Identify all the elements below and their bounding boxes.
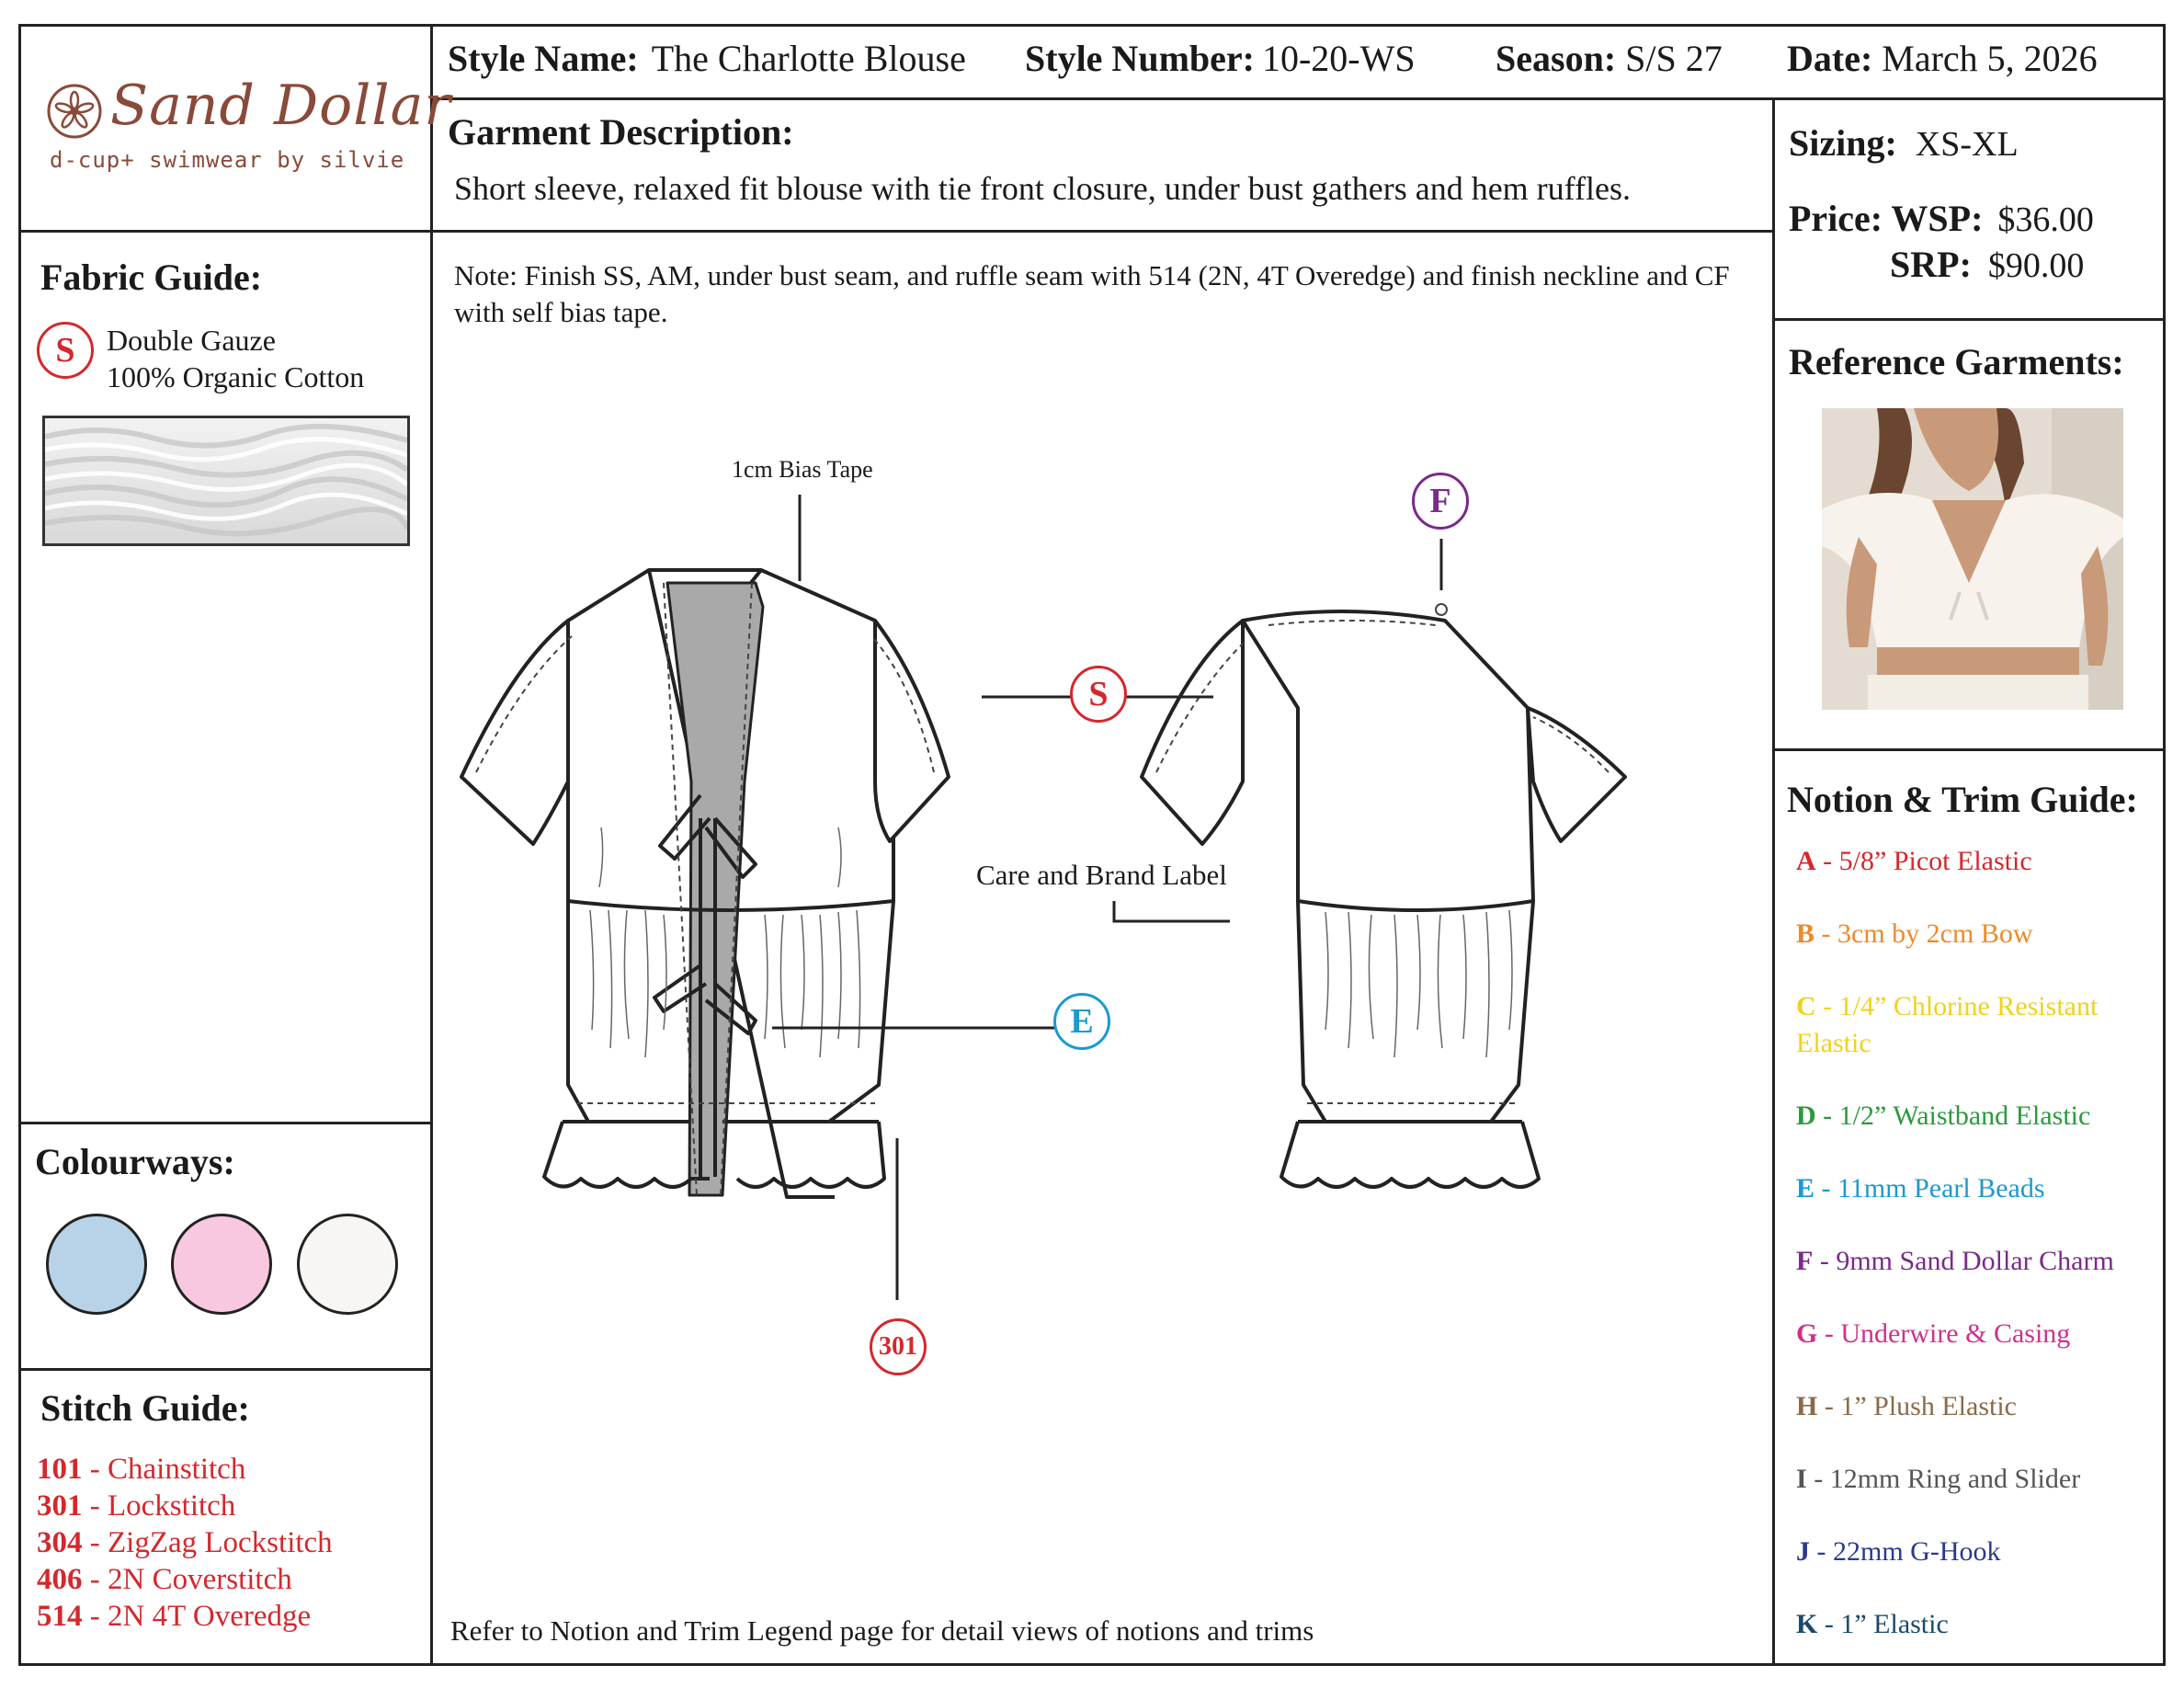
- style-number-label: Style Number:: [1025, 38, 1255, 79]
- fabric-callout-badge: S: [1070, 666, 1127, 723]
- style-name-value: The Charlotte Blouse: [651, 38, 966, 79]
- sand-dollar-charm-icon: [1436, 604, 1447, 615]
- colourways-title: Colourways:: [35, 1141, 235, 1182]
- price-srp-label: SRP:: [1890, 244, 1972, 285]
- stitch-guide-title: Stitch Guide:: [40, 1387, 250, 1429]
- gauze-texture-icon: [45, 418, 407, 543]
- colourway-swatch-2: [171, 1214, 272, 1315]
- date-value: March 5, 2026: [1882, 38, 2098, 79]
- divider-price: [1772, 318, 2166, 321]
- style-number-value: 10-20-WS: [1261, 38, 1416, 79]
- brand-logo: [37, 70, 452, 180]
- divider-fabric: [18, 1122, 432, 1124]
- fabric-badge: S: [37, 322, 94, 379]
- bias-tape-callout: 1cm Bias Tape: [732, 456, 873, 483]
- model-photo-icon: [1822, 408, 2123, 710]
- notion-trim-guide-title: Notion & Trim Guide:: [1787, 779, 2138, 820]
- stitch-item: 304 - ZigZag Lockstitch: [37, 1526, 333, 1559]
- date-label: Date:: [1787, 38, 1873, 79]
- fabric-composition: 100% Organic Cotton: [107, 360, 365, 393]
- trim-item-continued: Elastic: [1796, 1028, 1871, 1058]
- trim-item: E - 11mm Pearl Beads: [1796, 1173, 2045, 1203]
- style-name-field: [448, 37, 966, 80]
- fabric-swatch-image: [42, 416, 410, 546]
- sizing-label: Sizing:: [1789, 122, 1897, 164]
- trim-item: J - 22mm G-Hook: [1796, 1536, 2001, 1567]
- back-right-sleeve: [1528, 708, 1625, 841]
- stitch-item: 101 - Chainstitch: [37, 1453, 246, 1486]
- price-wsp-label: Price: WSP:: [1789, 198, 1984, 239]
- trim-item: G - Underwire & Casing: [1796, 1318, 2071, 1349]
- front-right-sleeve: [875, 621, 949, 841]
- stitch-guide-list: [37, 1451, 333, 1635]
- trim-item: H - 1” Plush Elastic: [1796, 1391, 2017, 1421]
- back-bodice-outline: [1243, 611, 1533, 1122]
- trim-item: D - 1/2” Waistband Elastic: [1796, 1101, 2091, 1131]
- trim-legend-reference-note: Refer to Notion and Trim Legend page for detail views of notions and trims: [450, 1614, 1314, 1647]
- stitch-item: 406 - 2N Coverstitch: [37, 1563, 292, 1596]
- stitch-callout-badge: 301: [870, 1318, 927, 1375]
- fabric-name: Double Gauze: [107, 324, 276, 357]
- back-left-sleeve: [1142, 621, 1243, 844]
- sand-dollar-icon: [40, 77, 108, 145]
- reference-garments-title: Reference Garments:: [1789, 341, 2124, 382]
- garment-description-title: Garment Description:: [448, 111, 794, 153]
- garment-description-text: Short sleeve, relaxed fit blouse with tie front closure, under bust gathers and hem ruffles.: [454, 170, 1631, 207]
- divider-header: [430, 97, 2166, 100]
- style-name-label: Style Name:: [448, 38, 639, 79]
- stitch-item: 514 - 2N 4T Overedge: [37, 1600, 312, 1633]
- pearl-callout-badge: E: [1053, 993, 1110, 1050]
- divider-left-column: [430, 24, 433, 1666]
- price-srp-value: $90.00: [1987, 246, 2085, 285]
- date-field: [1787, 37, 2098, 80]
- brand-name: Sand Dollar: [110, 74, 452, 138]
- back-hem-ruffle: [1281, 1122, 1539, 1187]
- style-number-field: [1025, 37, 1416, 80]
- divider-logo: [18, 230, 432, 233]
- price-wsp-field: [1789, 197, 2094, 240]
- charm-callout-badge: F: [1412, 473, 1469, 530]
- divider-right-column: [1772, 99, 1775, 1666]
- divider-description: [430, 230, 1774, 233]
- divider-reference: [1772, 748, 2166, 751]
- colourway-swatch-1: [46, 1214, 147, 1315]
- trim-item: A - 5/8” Picot Elastic: [1796, 846, 2032, 876]
- stitch-item: 301 - Lockstitch: [37, 1489, 236, 1523]
- trim-item: C - 1/4” Chlorine Resistant: [1796, 991, 2099, 1021]
- brand-tagline: d-cup+ swimwear by silvie: [50, 147, 405, 173]
- season-label: Season:: [1496, 38, 1617, 79]
- construction-note: Note: Finish SS, AM, under bust seam, and ruffle seam with 514 (2N, 4T Overedge) and finish neckline and CF with self bias tape.: [454, 259, 1730, 328]
- price-wsp-value: $36.00: [1997, 200, 2094, 239]
- trim-item: I - 12mm Ring and Slider: [1796, 1464, 2081, 1494]
- trim-item: B - 3cm by 2cm Bow: [1796, 918, 2033, 949]
- reference-garment-photo: [1822, 408, 2123, 710]
- colourway-swatch-3: [297, 1214, 398, 1315]
- trim-item: F - 9mm Sand Dollar Charm: [1796, 1246, 2114, 1276]
- front-left-sleeve: [461, 621, 568, 844]
- trim-item: K - 1” Elastic: [1796, 1609, 1949, 1639]
- fabric-guide-title: Fabric Guide:: [40, 257, 263, 298]
- care-label-callout: Care and Brand Label: [976, 859, 1227, 891]
- divider-colourways: [18, 1368, 432, 1371]
- sizing-field: [1789, 121, 2019, 165]
- season-value: S/S 27: [1625, 38, 1723, 79]
- season-field: [1496, 37, 1723, 80]
- price-srp-field: [1890, 243, 2084, 286]
- technical-flats: [434, 386, 1770, 1416]
- sizing-value: XS-XL: [1915, 125, 2019, 164]
